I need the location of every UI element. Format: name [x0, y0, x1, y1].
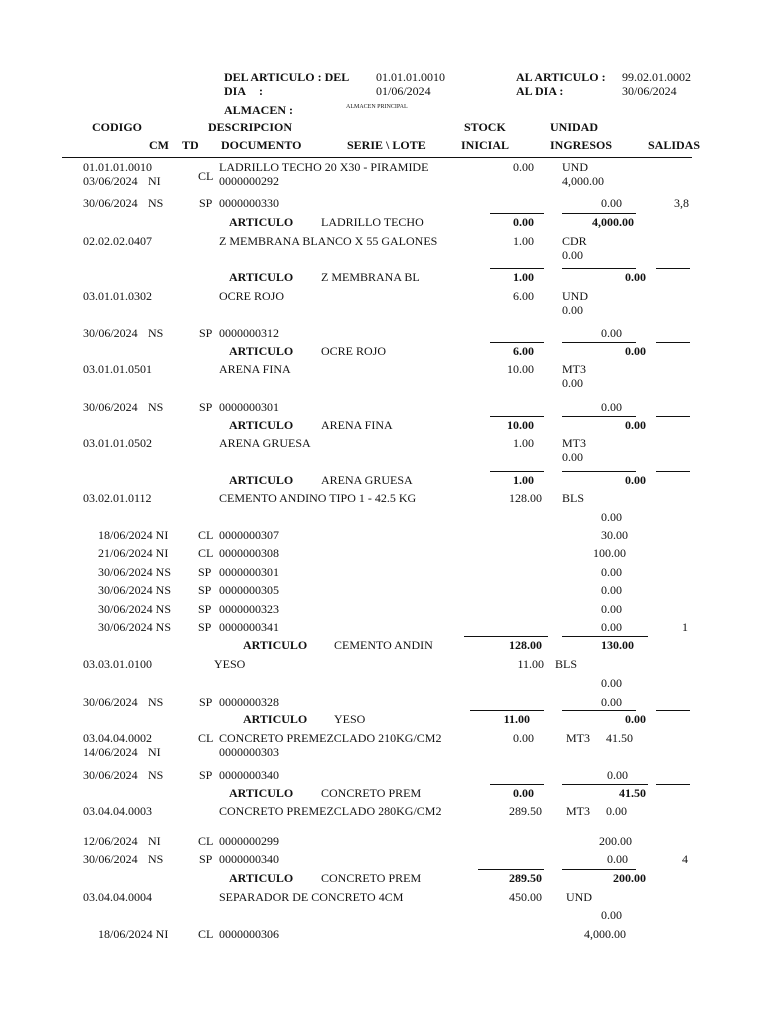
movement-td: CL — [198, 528, 214, 542]
subtotal-label: ARTICULO — [243, 638, 308, 652]
item-stock: 1.00 — [513, 436, 534, 450]
al-dia-label: AL DIA : — [516, 84, 564, 98]
subtotal-stock: 1.00 — [513, 270, 534, 284]
item-code: 03.02.01.0112 — [83, 491, 152, 505]
movement-td: SP — [199, 196, 213, 210]
subtotal-label: ARTICULO — [243, 712, 308, 726]
movement-td: SP — [198, 620, 212, 634]
item-code: 03.01.01.0502 — [83, 436, 152, 450]
subtotal-name: LADRILLO TECHO — [321, 215, 424, 229]
subtotal-rule — [562, 213, 636, 214]
movement-ingreso: 0.00 — [601, 196, 622, 210]
al-dia-value: 30/06/2024 — [622, 84, 677, 98]
movement-document: 0000000299 — [219, 834, 279, 848]
subtotal-ingreso: 0.00 — [625, 473, 646, 487]
subtotal-name: CONCRETO PREM — [321, 871, 422, 885]
movement-date: 03/06/2024 — [83, 174, 138, 188]
item-ingreso: 0.00 — [601, 908, 622, 922]
item-description: CONCRETO PREMEZCLADO 280KG/CM2 — [219, 804, 442, 818]
movement-ingreso: 0.00 — [601, 602, 622, 616]
movement-document: 0000000306 — [219, 927, 279, 941]
movement-ingreso: 100.00 — [593, 546, 626, 560]
movement-date: 30/06/2024 — [83, 695, 138, 709]
subtotal-rule — [464, 636, 548, 637]
movement-date: 18/06/2024 — [98, 528, 153, 542]
item-unit: MT3 — [566, 731, 590, 745]
item-stock: 0.00 — [513, 160, 534, 174]
col-cm: CM — [149, 138, 169, 152]
movement-document: 0000000305 — [219, 583, 279, 597]
movement-cm: NI — [155, 927, 169, 941]
subtotal-label: ARTICULO — [229, 270, 294, 284]
item-description: ARENA FINA — [219, 362, 291, 376]
movement-cm: NS — [155, 602, 172, 616]
item-code: 02.02.02.0407 — [83, 234, 152, 248]
subtotal-name: ARENA FINA — [321, 418, 393, 432]
movement-date: 30/06/2024 — [83, 196, 138, 210]
subtotal-stock: 6.00 — [513, 344, 534, 358]
subtotal-name: CEMENTO ANDIN — [334, 638, 433, 652]
subtotal-rule — [562, 471, 636, 472]
item-ingreso: 0.00 — [601, 510, 622, 524]
item-description: SEPARADOR DE CONCRETO 4CM — [219, 890, 404, 904]
movement-date-cm — [98, 620, 171, 634]
subtotal-stock: 11.00 — [503, 712, 530, 726]
almacen-value: ALMACEN PRINCIPAL — [346, 104, 408, 110]
movement-td: SP — [198, 583, 212, 597]
movement-td: CL — [198, 834, 214, 848]
movement-date: 12/06/2024 — [83, 834, 138, 848]
movement-ingreso: 0.00 — [601, 620, 622, 634]
item-stock: 289.50 — [509, 804, 542, 818]
item-description: YESO — [214, 657, 246, 671]
subtotal-ingreso: 0.00 — [625, 344, 646, 358]
item-unit: MT3 — [566, 804, 590, 818]
item-unit: BLS — [555, 657, 578, 671]
item-stock: 10.00 — [507, 362, 534, 376]
movement-ingreso: 0.00 — [601, 695, 622, 709]
col-descripcion: DESCRIPCION — [208, 120, 293, 134]
movement-cm: NS — [148, 695, 164, 709]
movement-document: 0000000307 — [219, 528, 279, 542]
col-inicial: INICIAL — [461, 138, 510, 152]
del-articulo-value: 01.01.01.0010 — [376, 70, 445, 84]
movement-date: 30/06/2024 — [83, 852, 138, 866]
item-code: 03.04.04.0004 — [83, 890, 152, 904]
movement-date: 30/06/2024 — [98, 583, 153, 597]
subtotal-rule — [562, 636, 648, 637]
item-stock: 128.00 — [509, 491, 542, 505]
subtotal-name: ARENA GRUESA — [321, 473, 413, 487]
movement-td: SP — [199, 768, 213, 782]
subtotal-name: Z MEMBRANA BL — [321, 270, 420, 284]
movement-date: 21/06/2024 — [98, 546, 153, 560]
item-stock: 0.00 — [513, 731, 534, 745]
movement-date-cm — [98, 528, 168, 542]
movement-document: 0000000303 — [219, 745, 279, 759]
subtotal-ingreso: 41.50 — [619, 786, 646, 800]
subtotal-stock: 1.00 — [513, 473, 534, 487]
movement-ingreso: 0.00 — [601, 326, 622, 340]
movement-cm: NI — [148, 834, 161, 848]
movement-ingreso: 0.00 — [607, 768, 628, 782]
subtotal-rule — [490, 416, 544, 417]
subtotal-ingreso: 0.00 — [625, 418, 646, 432]
movement-ingreso: 0.00 — [601, 400, 622, 414]
movement-cm: NI — [148, 745, 161, 759]
movement-date: 14/06/2024 — [83, 745, 138, 759]
item-description: ARENA GRUESA — [219, 436, 311, 450]
movement-document: 0000000308 — [219, 546, 279, 560]
item-description: Z MEMBRANA BLANCO X 55 GALONES — [219, 234, 438, 248]
movement-date-cm — [98, 546, 168, 560]
col-documento: DOCUMENTO — [221, 138, 302, 152]
item-unit: UND — [566, 890, 592, 904]
item-ingreso: 41.50 — [606, 731, 633, 745]
item-stock: 11.00 — [517, 657, 544, 671]
movement-document: 0000000301 — [219, 400, 279, 414]
item-unit: MT3 — [562, 436, 586, 450]
movement-salida: 4 — [682, 852, 688, 866]
subtotal-rule — [656, 342, 690, 343]
movement-cm: NS — [148, 852, 164, 866]
movement-td: SP — [198, 602, 212, 616]
movement-document: 0000000340 — [219, 768, 279, 782]
subtotal-rule — [478, 869, 544, 870]
subtotal-label: ARTICULO — [229, 473, 294, 487]
item-code: 03.04.04.0002 — [83, 731, 152, 745]
almacen-label: ALMACEN : — [224, 103, 293, 117]
movement-cm: NS — [155, 565, 172, 579]
subtotal-rule — [470, 710, 544, 711]
movement-document: 0000000328 — [219, 695, 279, 709]
col-salidas: SALIDAS — [648, 138, 701, 152]
movement-td: CL — [198, 546, 214, 560]
movement-ingreso: 0.00 — [607, 852, 628, 866]
dia-label: DIA — [224, 84, 247, 98]
movement-document: 0000000301 — [219, 565, 279, 579]
movement-date: 30/06/2024 — [98, 602, 153, 616]
item-code: 03.04.04.0003 — [83, 804, 152, 818]
item-code: 03.03.01.0100 — [83, 657, 152, 671]
movement-salida: 1 — [682, 620, 688, 634]
movement-cm: NS — [148, 768, 164, 782]
subtotal-rule — [656, 416, 690, 417]
item-stock: 1.00 — [513, 234, 534, 248]
subtotal-ingreso: 130.00 — [601, 638, 634, 652]
subtotal-ingreso: 0.00 — [625, 270, 646, 284]
movement-td: SP — [199, 400, 213, 414]
movement-td: CL — [198, 169, 214, 183]
subtotal-rule — [656, 710, 690, 711]
item-ingreso: 0.00 — [562, 450, 583, 464]
subtotal-label: ARTICULO — [229, 786, 294, 800]
item-ingreso: 0.00 — [562, 303, 583, 317]
movement-ingreso: 0.00 — [601, 583, 622, 597]
movement-td: SP — [199, 852, 213, 866]
movement-td: SP — [199, 695, 213, 709]
item-td: CL — [198, 731, 214, 745]
item-ingreso: 0.00 — [562, 248, 583, 262]
al-articulo-value: 99.02.01.0002 — [622, 70, 691, 84]
subtotal-rule — [562, 784, 648, 785]
subtotal-name: CONCRETO PREM — [321, 786, 422, 800]
movement-date-cm — [98, 602, 171, 616]
subtotal-rule — [562, 268, 636, 269]
movement-ingreso: 4,000.00 — [584, 927, 626, 941]
movement-cm: NS — [148, 196, 164, 210]
al-articulo-label: AL ARTICULO : — [516, 70, 606, 84]
subtotal-ingreso: 4,000.00 — [592, 215, 634, 229]
movement-cm: NS — [148, 400, 164, 414]
item-unit: UND — [562, 160, 588, 174]
col-td: TD — [182, 138, 199, 152]
col-codigo: CODIGO — [92, 120, 143, 134]
col-stock: STOCK — [464, 120, 506, 134]
item-stock: 6.00 — [513, 289, 534, 303]
subtotal-stock: 128.00 — [509, 638, 542, 652]
movement-document: 0000000312 — [219, 326, 279, 340]
item-ingreso: 0.00 — [601, 676, 622, 690]
col-unidad: UNIDAD — [550, 120, 598, 134]
subtotal-name: OCRE ROJO — [321, 344, 387, 358]
movement-date: 30/06/2024 — [98, 620, 153, 634]
dia-colon: : — [259, 84, 263, 98]
movement-document: 0000000323 — [219, 602, 279, 616]
del-articulo-label: DEL ARTICULO : DEL — [224, 70, 350, 84]
movement-cm: NI — [155, 546, 169, 560]
subtotal-stock: 0.00 — [513, 786, 534, 800]
movement-date: 18/06/2024 — [98, 927, 153, 941]
movement-date-cm — [98, 927, 168, 941]
subtotal-rule — [490, 471, 544, 472]
subtotal-rule — [562, 416, 636, 417]
subtotal-stock: 0.00 — [513, 215, 534, 229]
subtotal-rule — [490, 213, 544, 214]
movement-ingreso: 200.00 — [599, 834, 632, 848]
item-unit: UND — [562, 289, 588, 303]
movement-document: 0000000292 — [219, 174, 279, 188]
movement-salida: 3,8 — [674, 196, 689, 210]
movement-date-cm — [98, 583, 171, 597]
movement-cm: NS — [155, 620, 172, 634]
item-ingreso: 0.00 — [606, 804, 627, 818]
item-description: LADRILLO TECHO 20 X30 - PIRAMIDE — [219, 160, 429, 174]
subtotal-rule — [656, 471, 690, 472]
movement-cm: NS — [155, 583, 172, 597]
movement-ingreso: 30.00 — [601, 528, 628, 542]
movement-date: 30/06/2024 — [83, 400, 138, 414]
item-code: 01.01.01.0010 — [83, 160, 152, 174]
movement-cm: NS — [148, 326, 164, 340]
item-unit: CDR — [562, 234, 587, 248]
movement-date: 30/06/2024 — [83, 768, 138, 782]
movement-td: SP — [199, 326, 213, 340]
subtotal-stock: 289.50 — [509, 871, 542, 885]
movement-ingreso: 4,000.00 — [562, 174, 604, 188]
movement-date-cm — [98, 565, 171, 579]
subtotal-name: YESO — [334, 712, 366, 726]
movement-cm: NI — [148, 174, 161, 188]
col-serie-lote: SERIE \ LOTE — [347, 138, 426, 152]
col-ingresos: INGRESOS — [550, 138, 613, 152]
item-unit: BLS — [562, 491, 585, 505]
movement-cm: NI — [155, 528, 169, 542]
header-rule — [62, 157, 692, 158]
movement-document: 0000000340 — [219, 852, 279, 866]
subtotal-rule — [490, 342, 544, 343]
item-description: CONCRETO PREMEZCLADO 210KG/CM2 — [219, 731, 442, 745]
item-code: 03.01.01.0501 — [83, 362, 152, 376]
subtotal-label: ARTICULO — [229, 418, 294, 432]
item-description: OCRE ROJO — [219, 289, 285, 303]
subtotal-label: ARTICULO — [229, 215, 294, 229]
movement-td: SP — [198, 565, 212, 579]
subtotal-rule — [562, 869, 636, 870]
subtotal-rule — [562, 710, 636, 711]
subtotal-ingreso: 0.00 — [625, 712, 646, 726]
movement-date: 30/06/2024 — [98, 565, 153, 579]
subtotal-rule — [656, 268, 690, 269]
item-unit: MT3 — [562, 362, 586, 376]
movement-td: CL — [198, 927, 214, 941]
subtotal-label: ARTICULO — [229, 344, 294, 358]
subtotal-stock: 10.00 — [507, 418, 534, 432]
movement-date: 30/06/2024 — [83, 326, 138, 340]
subtotal-rule — [562, 342, 636, 343]
dia-value: 01/06/2024 — [376, 84, 431, 98]
item-description: CEMENTO ANDINO TIPO 1 - 42.5 KG — [219, 491, 417, 505]
subtotal-label: ARTICULO — [229, 871, 294, 885]
item-ingreso: 0.00 — [562, 376, 583, 390]
subtotal-rule — [656, 784, 690, 785]
subtotal-rule — [490, 784, 544, 785]
item-code: 03.01.01.0302 — [83, 289, 152, 303]
movement-ingreso: 0.00 — [601, 565, 622, 579]
item-stock: 450.00 — [509, 890, 542, 904]
movement-document: 0000000330 — [219, 196, 279, 210]
subtotal-rule — [490, 268, 544, 269]
movement-document: 0000000341 — [219, 620, 279, 634]
subtotal-ingreso: 200.00 — [613, 871, 646, 885]
